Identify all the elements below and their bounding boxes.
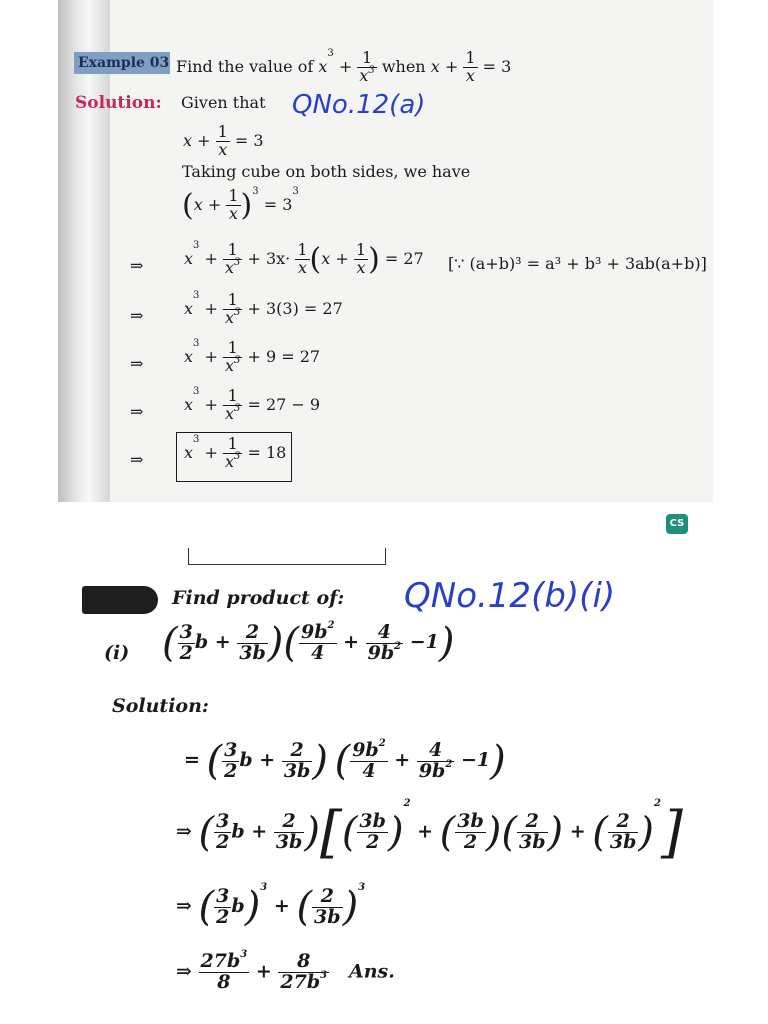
step-2: ⇒ ( $\frac{3}{2}$ b + $\frac{2}{3b}$ )[( $\frac{3b}{2}$ )$^2$ + ( $\frac{3b}{2}$ )( $\frac{2}{3b}$ ) + ( $\frac{2}{3b}$ )$^2$] [176,798,683,865]
question-expression: ( $\frac{3}{2}$ b + $\frac{2}{3b}$ )( $\frac{9b^2}{4}$ + $\frac{4}{9b^2}$ −1) [162,619,455,666]
step-3: ⇒ ( $\frac{3}{2}$ b)$^3$ + ( $\frac{2}{3b}$ )$^3$ [176,882,366,930]
equation-line-1: x + $\frac{1}{x}$ = 3 [183,122,264,159]
equation-line-4: $x^3$ + $\frac{1}{x^3}$ + 3(3) = 27 [184,290,343,327]
solution-label: Solution: [75,93,162,113]
identity-note: [∵ (a+b)³ = a³ + b³ + 3ab(a+b)] [448,254,707,273]
page-binding-strip [58,0,110,502]
question-number-badge [82,586,158,614]
step-1: = ( $\frac{3}{2}$ b + $\frac{2}{3b}$ ) ( $\frac{9b^2}{4}$ + $\frac{4}{9b^2}$ −1) [184,737,506,784]
implies-arrow: ⇒ [130,354,144,373]
handwritten-note: QNo.12(a) [292,90,426,120]
prompt-text: Find the value of [176,56,314,76]
equation-line-5: $x^3$ + $\frac{1}{x^3}$ + 9 = 27 [184,338,321,375]
fraction: $\frac{1}{x}$ [465,48,476,85]
part-label: (i) [104,642,130,664]
implies-arrow: ⇒ [130,256,144,275]
example-badge: Example 03 [74,52,170,74]
cube-text: Taking cube on both sides, we have [182,162,471,181]
question-prompt: Find product of: [172,587,345,609]
camscanner-icon: CS [666,514,688,534]
given-text: Given that [181,93,266,112]
equation-line-3: $x^3$ + $\frac{1}{x^3}$ + 3x· $\frac{1}{x}$ (x + $\frac{1}{x}$ ) = 27 [184,240,424,277]
condition-rhs: = 3 [482,56,512,76]
fraction: $\frac{1}{x^3}$ [359,48,375,85]
implies-arrow: ⇒ [130,402,144,421]
step-4: ⇒ $\frac{27b^3}{8}$ + $\frac{8}{27b^3}$ Ans. [176,949,395,993]
equation-line-7: $x^3$ + $\frac{1}{x^3}$ = 18 [184,434,287,471]
implies-arrow: ⇒ [130,306,144,325]
equation-line-6: $x^3$ + $\frac{1}{x^3}$ = 27 − 9 [184,386,321,423]
example-prompt: Find the value of $x^3$ + $\frac{1}{x^3}$ when x + $\frac{1}{x}$ = 3 [176,48,512,85]
cut-off-box-line [188,548,386,565]
handwritten-note-2: QNo.12(b)(i) [404,576,616,616]
solution-label-2: Solution: [112,695,209,717]
answer-label: Ans. [348,960,395,983]
equation-line-2: (x + $\frac{1}{x}$ )$^3 = 3^3$ [182,186,299,223]
prompt-when: when [381,56,426,76]
implies-arrow: ⇒ [130,450,144,469]
